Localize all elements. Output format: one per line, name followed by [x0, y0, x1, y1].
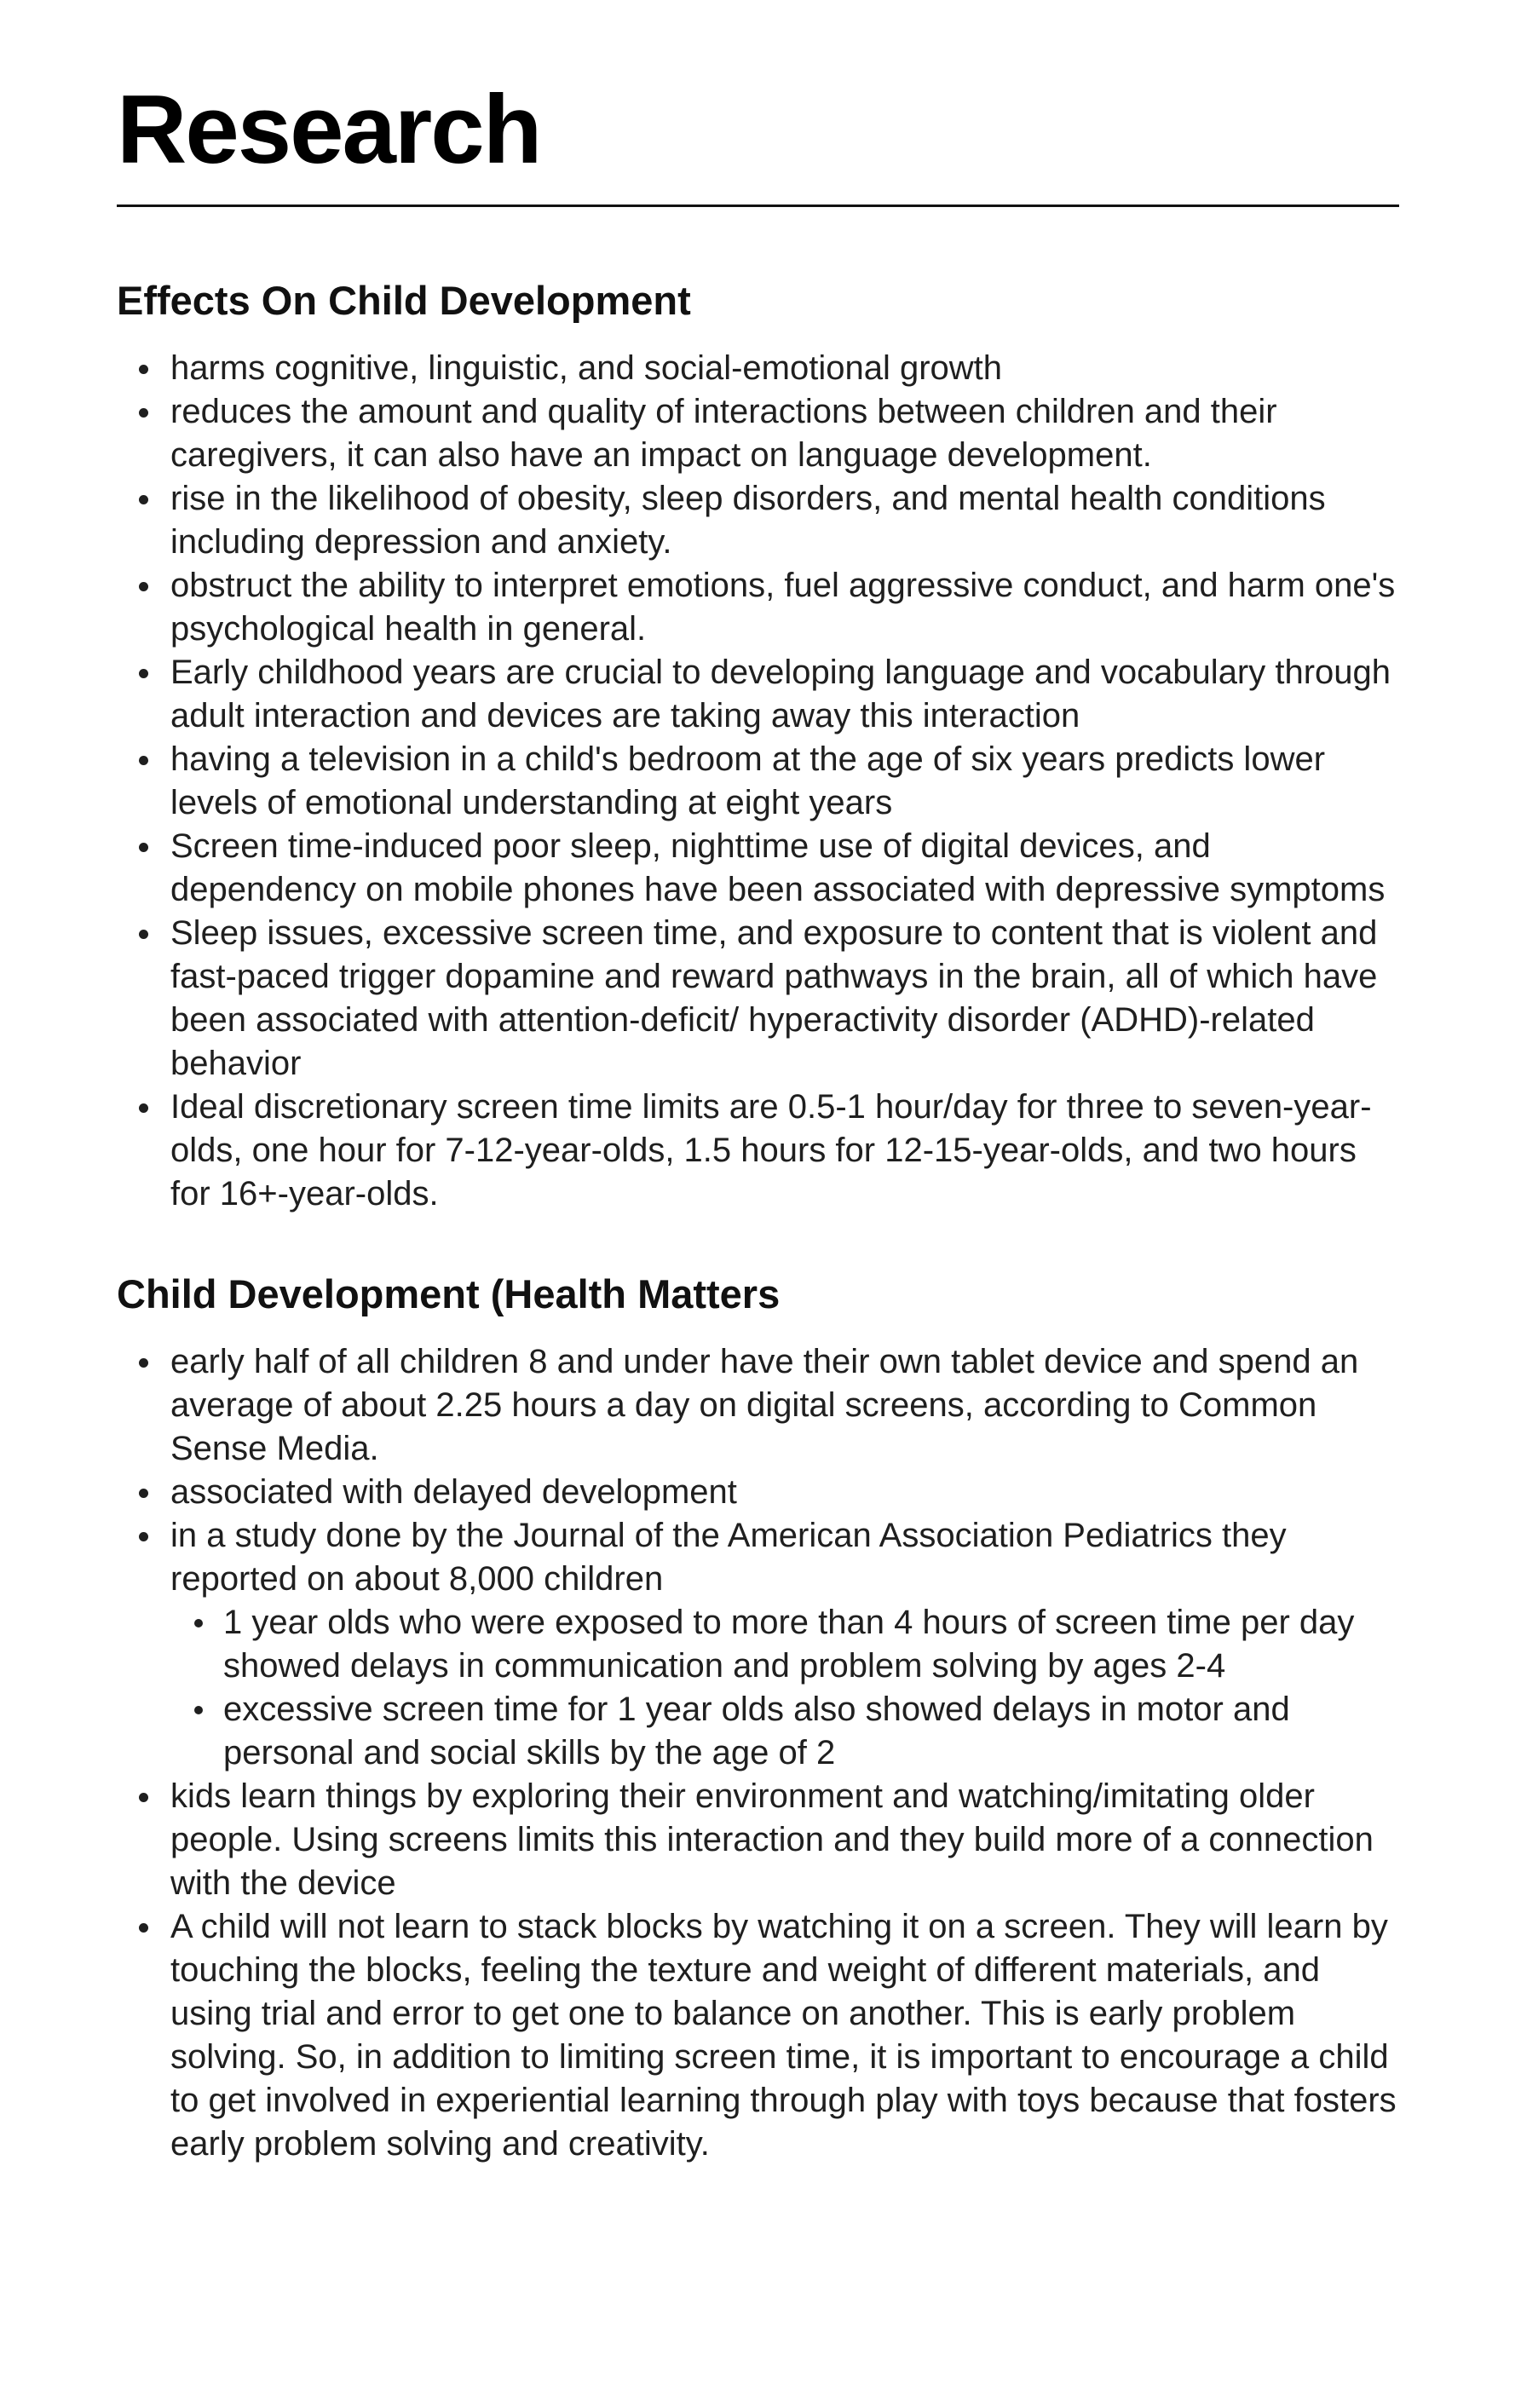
list-item: Screen time-induced poor sleep, nighttime use of digital devices, and dependency on mobile phones have been associated with depressive symptoms — [170, 825, 1399, 912]
title-divider — [117, 205, 1399, 207]
list-item: Ideal discretionary screen time limits are 0.5-1 hour/day for three to seven-year-olds, one hour for 7-12-year-olds, 1.5 hours for 12-15-year-olds, and two hours for 16+-year-olds. — [170, 1086, 1399, 1216]
list-item: having a television in a child's bedroom at the age of six years predicts lower levels of emotional understanding at eight years — [170, 738, 1399, 825]
sub-bullet-list — [170, 1601, 1399, 1775]
section-heading: Child Development (Health Matters — [117, 1271, 781, 1316]
list-item: Sleep issues, excessive screen time, and exposure to content that is violent and fast-paced trigger dopamine and reward pathways in the brain, all of which have been associated with attention-deficit/ hyperactivity disorder (ADHD)-related behavior — [170, 912, 1399, 1086]
list-item: obstruct the ability to interpret emotions, fuel aggressive conduct, and harm one's psychological health in general. — [170, 564, 1399, 651]
section-effects-on-child-development — [117, 277, 1399, 1216]
list-item: early half of all children 8 and under have their own tablet device and spend an average of about 2.25 hours a day on digital screens, according to Common Sense Media. — [170, 1340, 1399, 1471]
section-child-development-health-matters — [117, 1270, 1399, 2166]
list-item: A child will not learn to stack blocks by watching it on a screen. They will learn by touching the blocks, feeling the texture and weight of different materials, and using trial and error to get one to balance on another. This is early problem solving. So, in addition to limiting screen time, it is important to encourage a child to get involved in experiential learning through play with toys because that fosters early problem solving and creativity. — [170, 1905, 1399, 2166]
list-item: rise in the likelihood of obesity, sleep disorders, and mental health conditions including depression and anxiety. — [170, 477, 1399, 564]
list-item: associated with delayed development — [170, 1471, 1399, 1514]
sub-list-item: excessive screen time for 1 year olds also showed delays in motor and personal and social skills by the age of 2 — [223, 1688, 1399, 1775]
list-item: Early childhood years are crucial to developing language and vocabulary through adult interaction and devices are taking away this interaction — [170, 651, 1399, 738]
list-item-with-sublist — [170, 1514, 1399, 1775]
bullet-list — [117, 347, 1399, 1216]
list-item-text: in a study done by the Journal of the American Association Pediatrics they reported on about 8,000 children — [170, 1517, 1287, 1598]
research-page — [117, 0, 1399, 2166]
list-item: reduces the amount and quality of interactions between children and their caregivers, it can also have an impact on language development. — [170, 390, 1399, 477]
page-title: Research — [117, 76, 541, 184]
sub-list-item: 1 year olds who were exposed to more than 4 hours of screen time per day showed delays in communication and problem solving by ages 2-4 — [223, 1601, 1399, 1688]
list-item: harms cognitive, linguistic, and social-emotional growth — [170, 347, 1399, 390]
bullet-list — [117, 1340, 1399, 2166]
section-heading: Effects On Child Development — [117, 278, 691, 323]
list-item: kids learn things by exploring their environment and watching/imitating older people. Using screens limits this interaction and they build more of a connection with the device — [170, 1775, 1399, 1905]
